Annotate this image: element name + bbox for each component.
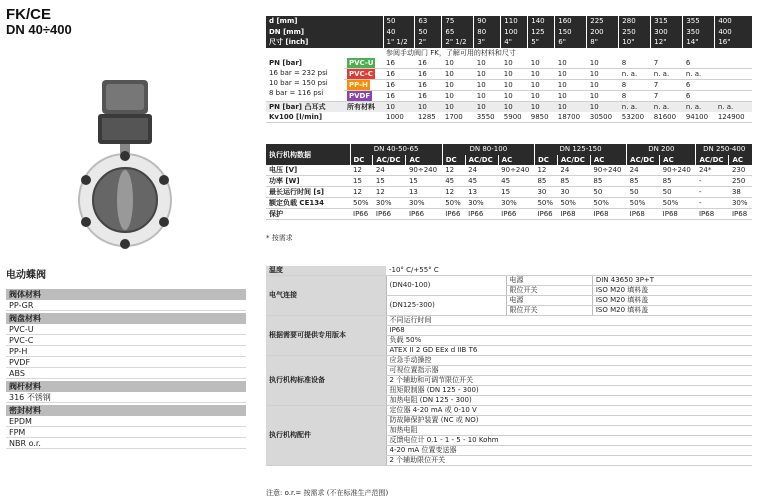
pn-cell: 16 [417,81,427,89]
actuator-label: 执行机构数据 [266,144,350,165]
dimension-cell: 10" [619,37,651,48]
actuator-cell: 24 [629,166,639,174]
dimension-cell: 355 [683,16,715,27]
pn-cell: 16 [417,70,427,78]
actuator-cell: 230 [731,166,746,174]
electrical-item: 限位开关 [506,306,592,316]
actuator-sub: AC/DC [627,155,660,166]
pn-cell: n. a. [621,70,638,78]
actuator-cell: 50 [629,188,639,196]
lug-cell: n. a. [715,102,752,113]
dimension-cell: 8" [587,37,619,48]
dimension-cell: 90 [474,16,501,27]
actuator-cell: 50% [560,199,576,207]
electrical-value: ISO M20 填料盖 [592,306,752,316]
actuator-cell: IP68 [662,210,678,218]
pn-cell: 10 [503,70,513,78]
pn-cell: 10 [503,81,513,89]
pn-cell: 10 [444,70,454,78]
pn-cell: 10 [530,81,540,89]
accessory-item: 加热电阻 [386,426,752,436]
material-tag-label: PVC-U [349,59,374,67]
material-item: PVC-U [6,324,246,335]
kv-cell: 9850 [530,113,549,121]
actuator-cell: 15 [375,177,385,185]
lug-cell: n. a. [619,102,651,113]
spec-row [266,316,752,326]
spec-category: 根据需要可提供专用版本 [266,316,386,356]
actuator-row [266,176,752,187]
actuator-cell: - [698,177,702,185]
actuator-cell: IP66 [501,210,517,218]
standard-item: 2 个辅助和可调节限位开关 [386,376,752,386]
kv-cell: 5900 [503,113,522,121]
actuator-cell: IP66 [445,210,461,218]
actuator-cell: 50% [537,199,553,207]
pn-title: PN [bar] [269,59,303,67]
actuator-sub: AC [498,155,534,166]
dimension-cell: 1" 1/2 [383,37,415,48]
actuator-cell: 30% [501,199,517,207]
actuator-group: DN 80-100 [442,144,534,155]
psi-text: 10 bar = 150 psi [269,79,328,87]
pn-cell-empty [715,69,752,80]
material-tag [344,91,383,102]
actuator-sub: AC [729,155,752,166]
actuator-sub: DC [534,155,557,166]
actuator-cell: 50% [353,199,369,207]
row-label: DN [mm] [266,27,383,38]
psi-text: 8 bar = 116 psi [269,89,324,97]
material-heading: 阀体材料 [6,289,246,300]
dimension-cell: 65 [442,27,474,38]
actuator-cell: 12 [353,166,362,174]
electrical-item: 电源 [506,296,592,306]
actuator-cell: 12 [445,188,455,196]
material-item: 316 不锈钢 [6,392,246,403]
actuator-row [266,187,752,198]
dimensions-table [266,16,752,123]
actuator-cell: 15 [408,177,418,185]
pn-cell: 10 [557,70,567,78]
dimension-cell: 2" [415,37,442,48]
spec-table [266,266,752,466]
actuator-cell: 85 [560,177,570,185]
spec-row [266,276,752,286]
dimension-cell: 50 [383,16,415,27]
dimension-cell: 14" [683,37,715,48]
accessory-item: 定位器 4-20 mA 或 0-10 V [386,406,752,416]
actuator-cell: IP68 [698,210,715,218]
pn-cell: 6 [685,81,691,89]
pn-cell: 10 [530,70,540,78]
actuator-cell: 50 [593,188,603,196]
pn-cell: 10 [589,92,599,100]
pn-cell: 10 [557,81,567,89]
kv-cell: 3550 [476,113,495,121]
dimension-cell: 125 [528,27,555,38]
note-spacer [266,48,383,59]
electrical-item: 限位开关 [506,286,592,296]
dimension-cell: 200 [587,27,619,38]
pn-cell: 10 [557,92,567,100]
actuator-cell: 12 [445,166,455,174]
actuator-cell: 24* [698,166,712,174]
dimension-cell: 63 [415,16,442,27]
pn-cell: 10 [530,59,540,67]
dimension-cell: 50 [415,27,442,38]
actuator-cell: 30 [560,188,570,196]
accessory-item: 2 个辅助限位开关 [386,456,752,466]
actuator-group-row [266,144,752,155]
material-heading: 阀杆材料 [6,381,246,392]
actuator-cell: IP68 [731,210,748,218]
pn-label [266,58,344,102]
dimension-cell: 100 [501,27,528,38]
pn-cell: 7 [653,92,659,100]
dimension-row [266,37,752,48]
spec-row [266,356,752,366]
dimension-cell: 75 [442,16,474,27]
electrical-value: ISO M20 填料盖 [592,286,752,296]
pn-cell: 8 [621,81,627,89]
actuator-sub: AC [406,155,442,166]
pn-cell: 16 [386,70,395,78]
dimension-cell: 160 [555,16,587,27]
dimension-cell: 3" [474,37,501,48]
electrical-value: DIN 43650 3P+T [592,276,752,286]
pn-cell: 10 [503,92,513,100]
kv-label: Kv100 [l/min] [269,113,323,121]
dimension-cell: 140 [528,16,555,27]
kv-cell: 94100 [685,113,709,121]
pn-cell: 10 [476,59,486,67]
spec-category: 执行机构配件 [266,406,386,466]
pn-cell: 16 [386,92,395,100]
pn-cell: 7 [653,81,659,89]
actuator-group: DN 125-150 [534,144,626,155]
actuator-cell: 50% [629,199,646,207]
accessory-item: 防故障保护装置 (NC 或 NO) [386,416,752,426]
actuator-cell: 45 [468,177,478,185]
pn-cell: 16 [386,59,395,67]
dimension-cell: 5" [528,37,555,48]
actuator-cell: - [698,188,702,196]
actuator-row-label: 额定负载 CE134 [269,199,324,207]
material-item: PP-GR [6,300,246,311]
actuator-sub: AC/DC [696,155,729,166]
dimension-cell: 16" [715,37,752,48]
actuator-cell: IP66 [468,210,484,218]
material-heading: 阀盘材料 [6,313,246,324]
actuator-cell: 45 [501,177,511,185]
actuator-cell: 85 [629,177,639,185]
lug-label: PN [bar] 凸耳式 [266,102,344,113]
dimension-cell: 400 [715,27,752,38]
option-item: ATEX II 2 GD EEx d IIB T6 [386,346,752,356]
lug-cell: 10 [442,102,474,113]
kv-cell: 53200 [621,113,645,121]
pn-cell: 10 [589,70,599,78]
actuator-group: DN 250-400 [696,144,752,155]
actuator-sub: AC/DC [465,155,498,166]
butterfly-valve-image [60,70,190,250]
actuator-cell: 12 [537,166,547,174]
pn-cell: 16 [386,81,395,89]
option-item: 不同运行时间 [386,316,752,326]
dimension-row [266,16,752,27]
lug-cell: 10 [383,102,415,113]
actuator-cell: 30% [731,199,748,207]
actuator-cell: 30% [408,199,425,207]
material-tag-label: PP-H [349,81,368,89]
actuator-cell: IP66 [408,210,425,218]
actuator-sub: AC [660,155,696,166]
kv-row [266,112,752,123]
dimension-row [266,27,752,38]
actuator-sub: DC [350,155,373,166]
actuator-cell: 15 [353,177,362,185]
dimension-cell: 4" [501,37,528,48]
actuator-cell: 50% [445,199,461,207]
pn-cell: 8 [621,92,627,100]
page-subtitle: DN 40÷400 [6,22,72,37]
electrical-range: (DN125-300) [386,296,506,316]
lug-cell: 10 [501,102,528,113]
lug-cell: 10 [528,102,555,113]
lug-cell: 10 [415,102,442,113]
actuator-cell: - [698,199,702,207]
actuator-cell: IP66 [375,210,392,218]
actuator-cell: IP66 [537,210,553,218]
lug-tag: 所有材料 [344,102,383,113]
pn-cell: 10 [444,92,454,100]
dimension-cell: 110 [501,16,528,27]
lug-cell: n. a. [651,102,683,113]
actuator-footnote: * 按需求 [266,234,293,242]
material-item: PVC-C [6,335,246,346]
actuator-cell: 38 [731,188,741,196]
spec-category: 温度 [266,266,386,276]
kv-cell: 1700 [444,113,463,121]
pn-cell: 7 [653,59,659,67]
actuator-cell: 90÷240 [408,166,438,174]
pn-cell-empty [715,58,752,69]
pn-cell: 10 [476,70,486,78]
material-item: FPM [6,427,246,438]
actuator-cell: 13 [408,188,418,196]
kv-cell: 1285 [417,113,436,121]
product-label: 电动蝶阀 [6,270,46,281]
spec-category: 执行机构标准设备 [266,356,386,406]
spec-value: -10° C/+55° C [386,266,752,276]
actuator-cell: 30% [468,199,484,207]
spec-row [266,406,752,416]
accessory-item: 4-20 mA 位置变送器 [386,446,752,456]
actuator-sub: AC/DC [373,155,406,166]
kv-cell: 1000 [386,113,404,121]
dimension-cell: 2" 1/2 [442,37,474,48]
pn-cell-empty [715,80,752,91]
row-label: 尺寸 [inch] [266,37,383,48]
pn-cell: 16 [417,59,427,67]
lug-cell: 10 [474,102,501,113]
actuator-cell: 90÷240 [501,166,530,174]
actuator-cell: 50% [593,199,609,207]
actuator-row [266,209,752,220]
dimension-cell: 40 [383,27,415,38]
pn-cell: 10 [476,81,486,89]
actuator-row-label: 保护 [269,210,283,218]
option-item: IP68 [386,326,752,336]
lug-cell: n. a. [683,102,715,113]
actuator-group: DN 200 [627,144,696,155]
actuator-row-label: 最长运行时间 [s] [269,188,325,196]
actuator-cell: 24 [375,166,385,174]
actuator-cell: IP66 [353,210,369,218]
option-item: 负载 50% [386,336,752,346]
dimension-cell: 12" [651,37,683,48]
dimension-note: 参阅手动阀门 FK，了解可用的材料和尺寸 [386,48,516,57]
spec-category: 电气连接 [266,276,386,316]
spec-row [266,266,752,276]
pn-cell: 10 [530,92,540,100]
material-tag [344,58,383,69]
dimension-cell: 350 [683,27,715,38]
dimension-cell: 225 [587,16,619,27]
actuator-cell: 15 [501,188,511,196]
actuator-cell: 30 [537,188,547,196]
dimension-cell: 280 [619,16,651,27]
actuator-cell: 24 [560,166,570,174]
pn-cell: n. a. [653,70,670,78]
lug-cell: 10 [555,102,587,113]
standard-item: 扭矩限制器 (DN 125 - 300) [386,386,752,396]
electrical-item: 电源 [506,276,592,286]
material-tag-label: PVC-C [349,70,373,78]
actuator-group: DN 40-50-65 [350,144,442,155]
dimension-cell: 80 [474,27,501,38]
actuator-sub: DC [442,155,465,166]
material-item: PP-H [6,346,246,357]
pn-cell: 10 [589,81,599,89]
actuator-cell: 90÷240 [662,166,691,174]
actuator-cell: 50% [662,199,679,207]
pn-cell: n. a. [685,70,702,78]
electrical-range: (DN40-100) [386,276,506,296]
actuator-cell: IP68 [593,210,609,218]
accessory-item: 反馈电位计 0.1 - 1 - 5 - 10 Kohm [386,436,752,446]
actuator-sub: AC [590,155,626,166]
pn-cell: 16 [417,92,427,100]
materials-panel [6,287,246,449]
pn-cell: 8 [621,59,627,67]
electrical-value: ISO M20 填料盖 [592,296,752,306]
kv-cell: 18700 [557,113,581,121]
actuator-cell: 85 [662,177,672,185]
material-item: PVDF [6,357,246,368]
pn-cell: 10 [444,81,454,89]
kv-cell: 30500 [589,113,613,121]
actuator-cell: 12 [375,188,385,196]
dimension-cell: 150 [555,27,587,38]
pn-cell: 10 [557,59,567,67]
actuator-cell: 13 [468,188,478,196]
material-item: EPDM [6,416,246,427]
standard-item: 加热电阻 (DN 125 - 300) [386,396,752,406]
material-tag [344,80,383,91]
kv-cell: 81600 [653,113,677,121]
pn-cell: 10 [444,59,454,67]
pn-row [266,58,752,69]
dimension-cell: 250 [619,27,651,38]
actuator-cell: 12 [353,188,362,196]
dimension-cell: 315 [651,16,683,27]
standard-item: 应急手动操控 [386,356,752,366]
lug-row [266,102,752,113]
pn-cell-empty [715,91,752,102]
actuator-cell: 90÷240 [593,166,622,174]
actuator-cell: 24 [468,166,478,174]
dimension-cell: 300 [651,27,683,38]
spec-footnote: 注意: o.r.= 按需求 (不在标准生产范围) [266,489,389,497]
actuator-cell: 250 [731,177,746,185]
actuator-cell: 30% [375,199,392,207]
material-tag [344,69,383,80]
pn-cell: 10 [589,59,599,67]
pn-cell: 10 [476,92,486,100]
actuator-cell: 50 [662,188,672,196]
kv-cell: 124900 [717,113,745,121]
actuator-row [266,165,752,176]
actuator-sub: AC/DC [557,155,590,166]
actuator-row-label: 功率 [W] [269,177,300,185]
lug-cell: 10 [587,102,619,113]
pn-cell: 6 [685,59,691,67]
actuator-row-label: 电压 [V] [269,166,298,174]
material-heading: 密封材料 [6,405,246,416]
psi-text: 16 bar = 232 psi [269,69,328,77]
pn-cell: 10 [503,59,513,67]
material-tag-label: PVDF [349,92,371,100]
actuator-cell: IP68 [629,210,645,218]
actuator-cell: 85 [593,177,603,185]
pn-cell: 6 [685,92,691,100]
row-label: d [mm] [266,16,383,27]
dimension-cell: 6" [555,37,587,48]
page-title: FK/CE [6,6,51,23]
actuator-row [266,198,752,209]
actuator-cell: 45 [445,177,455,185]
dimension-cell: 400 [715,16,752,27]
material-item: NBR o.r. [6,438,246,449]
material-item: ABS [6,368,246,379]
actuator-cell: IP68 [560,210,576,218]
standard-item: 可视位置指示器 [386,366,752,376]
actuator-cell: 85 [537,177,547,185]
note-row [266,48,752,59]
actuator-table [266,144,752,220]
